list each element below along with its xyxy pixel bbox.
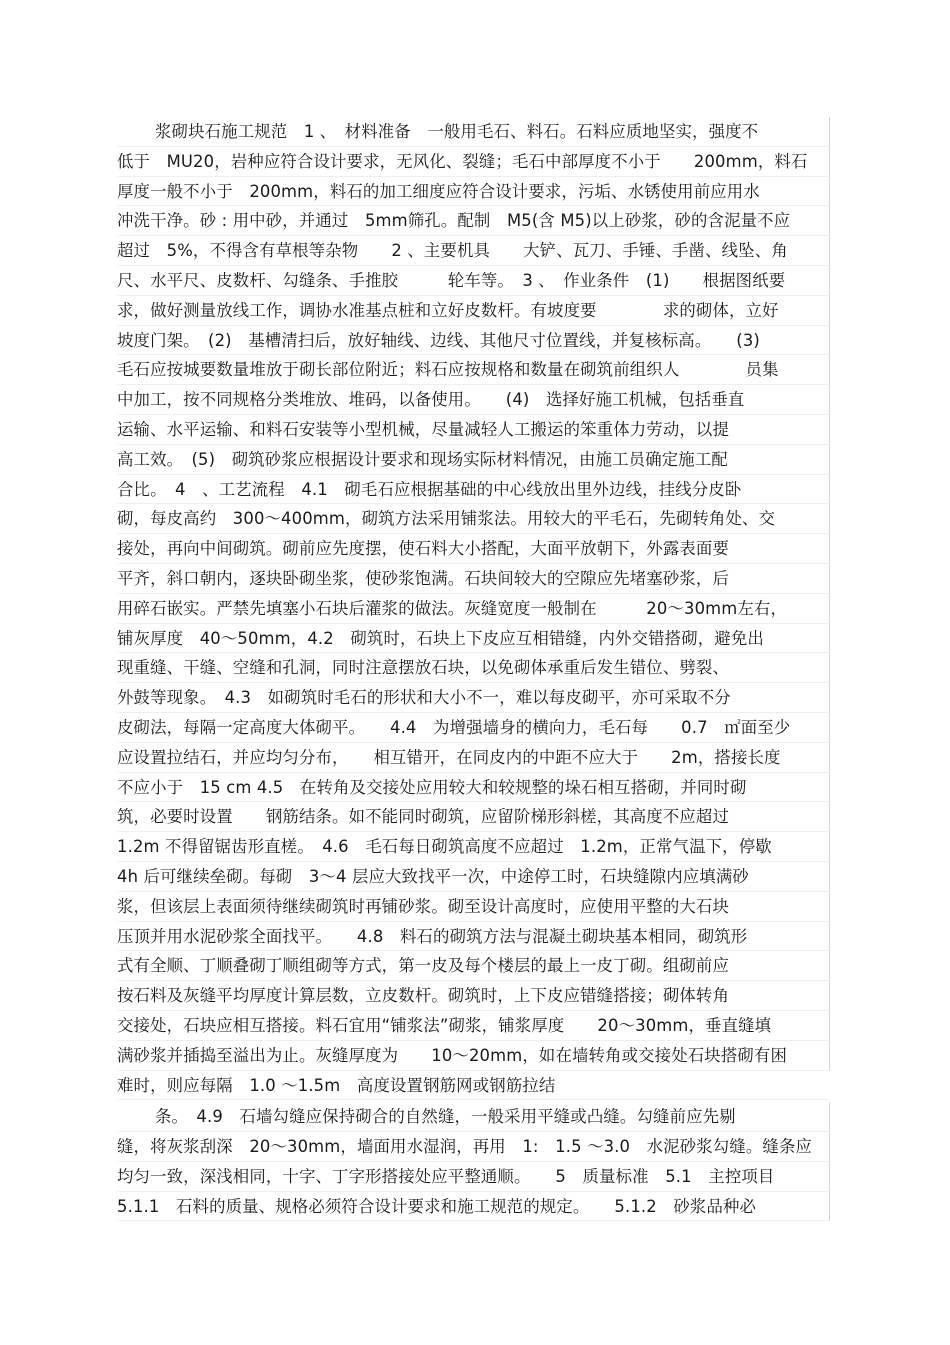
text-line: 浆，但该层上表面须待继续砌筑时再铺砂浆。砌至设计高度时，应使用平整的大石块 xyxy=(117,892,830,922)
text-line: 条。 4.9 石墙勾缝应保持砌合的自然缝，一般采用平缝或凸缝。勾缝前应先剔 xyxy=(117,1102,830,1132)
text-line: 式有全顺、丁顺叠砌丁顺组砌等方式，第一皮及每个楼层的最上一皮丁砌。组砌前应 xyxy=(117,951,830,981)
body-text xyxy=(117,117,830,1221)
text-line: 不应小于 15 cm 4.5 在转角及交接处应用较大和较规整的垛石相互搭砌，并同时砌 xyxy=(117,773,830,803)
text-line: 筑，必要时设置 钢筋结条。如不能同时砌筑，应留阶梯形斜槎，其高度不应超过 xyxy=(117,802,830,832)
text-line: 铺灰厚度 40～50mm，4.2 砌筑时，石块上下皮应互相错缝，内外交错搭砌，避免出 xyxy=(117,624,830,654)
text-line: 砌，每皮高约 300～400mm，砌筑方法采用铺浆法。用较大的平毛石，先砌转角处、交 xyxy=(117,504,830,534)
text-line: 运输、水平运输、和料石安装等小型机械，尽量减轻人工搬运的笨重体力劳动，以提 xyxy=(117,415,830,445)
text-line: 低于 MU20，岩种应符合设计要求，无风化、裂缝；毛石中部厚度不小于 200mm，料石 xyxy=(117,147,830,177)
text-line: 满砂浆并插捣至溢出为止。灰缝厚度为 10～20mm，如在墙转角或交接处石块搭砌有困 xyxy=(117,1041,830,1071)
text-line: 难时，则应每隔 1.0 ～1.5m 高度设置钢筋网或钢筋拉结 xyxy=(117,1071,830,1101)
text-line: 坡度门架。 (2) 基槽清扫后，放好轴线、边线、其他尺寸位置线，并复核标高。 (3) xyxy=(117,326,830,356)
text-line: 应设置拉结石，并应均匀分布， 相互错开，在同皮内的中距不应大于 2m，搭接长度 xyxy=(117,743,830,773)
text-line: 求，做好测量放线工作，调协水准基点桩和立好皮数杆。有坡度要 求的砌体，立好 xyxy=(117,296,830,326)
text-line: 压顶并用水泥砂浆全面找平。 4.8 料石的砌筑方法与混凝土砌块基本相同，砌筑形 xyxy=(117,922,830,952)
text-line: 5.1.1 石料的质量、规格必须符合设计要求和施工规范的规定。 5.1.2 砂浆品种必 xyxy=(117,1192,830,1222)
text-line: 平齐，斜口朝内，逐块卧砌坐浆，使砂浆饱满。石块间较大的空隙应先堵塞砂浆，后 xyxy=(117,564,830,594)
text-line: 缝，将灰浆刮深 20～30mm，墙面用水湿润，再用 1: 1.5 ～3.0 水泥砂浆勾缝。缝条应 xyxy=(117,1132,830,1162)
text-line: 按石料及灰缝平均厚度计算层数，立皮数杆。砌筑时，上下皮应错缝搭接；砌体转角 xyxy=(117,981,830,1011)
text-line: 毛石应按城要数量堆放于砌长部位附近；料石应按规格和数量在砌筑前组织人 员集 xyxy=(117,355,830,385)
text-line: 冲洗干净。砂 : 用中砂，并通过 5mm筛孔。配制 M5(含 M5)以上砂浆，砂的含泥量不应 xyxy=(117,206,830,236)
text-line: 交接处，石块应相互搭接。料石宜用“铺浆法”砌浆，铺浆厚度 20～30mm，垂直缝填 xyxy=(117,1011,830,1041)
text-line: 中加工，按不同规格分类堆放、堆码，以备使用。 (4) 选择好施工机械，包括垂直 xyxy=(117,385,830,415)
text-line: 合比。 4 、工艺流程 4.1 砌毛石应根据基础的中心线放出里外边线，挂线分皮卧 xyxy=(117,475,830,505)
text-line: 浆砌块石施工规范 1 、 材料准备 一般用毛石、料石。石料应质地坚实，强度不 xyxy=(117,117,830,147)
text-line: 外鼓等现象。 4.3 如砌筑时毛石的形状和大小不一，难以每皮砌平，亦可采取不分 xyxy=(117,683,830,713)
text-line: 现重缝、干缝、空缝和孔洞，同时注意摆放石块，以免砌体承重后发生错位、劈裂、 xyxy=(117,653,830,683)
text-line: 高工效。 (5) 砌筑砂浆应根据设计要求和现场实际材料情况，由施工员确定施工配 xyxy=(117,445,830,475)
text-line: 用碎石嵌实。严禁先填塞小石块后灌浆的做法。灰缝宽度一般制在 20～30mm左右， xyxy=(117,594,830,624)
text-line: 接处，再向中间砌筑。砌前应先度摆，使石料大小搭配，大面平放朝下，外露表面要 xyxy=(117,534,830,564)
text-line: 4h 后可继续垒砌。每砌 3～4 层应大致找平一次，中途停工时，石块缝隙内应填满砂 xyxy=(117,862,830,892)
text-line: 1.2m 不得留锯齿形直槎。 4.6 毛石每日砌筑高度不应超过 1.2m，正常气温下，停歇 xyxy=(117,832,830,862)
text-line: 厚度一般不小于 200mm，料石的加工细度应符合设计要求，污垢、水锈使用前应用水 xyxy=(117,177,830,207)
text-line: 尺、水平尺、皮数杆、勾缝条、手推胶 轮车等。 3 、 作业条件 (1) 根据图纸要 xyxy=(117,266,830,296)
text-line: 皮砌法，每隔一定高度大体砌平。 4.4 为增强墙身的横向力，毛石每 0.7 ㎡面至少 xyxy=(117,713,830,743)
text-line: 均匀一致，深浅相同，十字、丁字形搭接处应平整通顺。 5 质量标准 5.1 主控项目 xyxy=(117,1162,830,1192)
text-line: 超过 5%，不得含有草根等杂物 2 、主要机具 大铲、瓦刀、手锤、手凿、线坠、角 xyxy=(117,236,830,266)
